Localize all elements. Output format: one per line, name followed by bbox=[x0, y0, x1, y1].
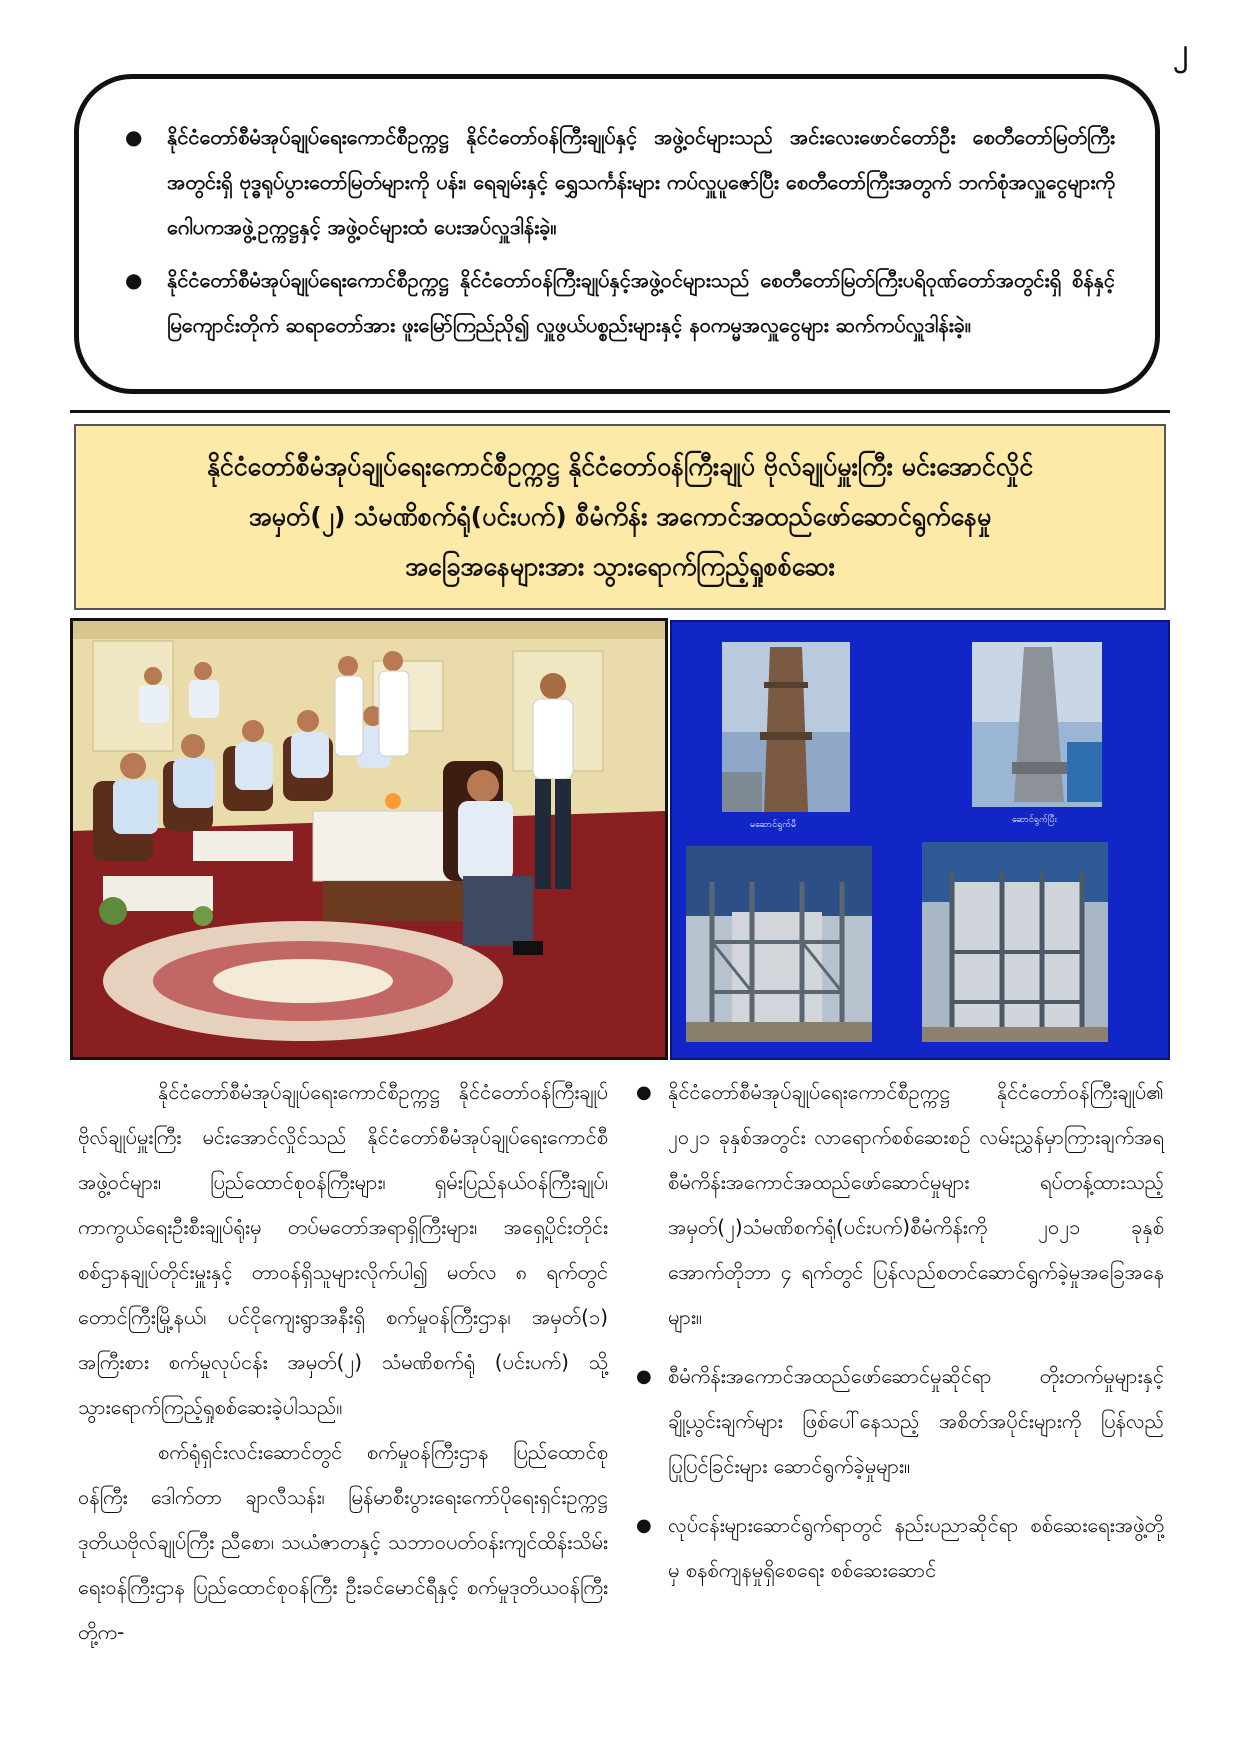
headline-box bbox=[74, 424, 1166, 610]
body-bullet: ● စီမံကိန်းအကောင်အထည်ဖော်ဆောင်မှုဆိုင်ရာ တိုးတက်မှုများနှင့် ချို့ယွင်းချက်များ ဖြစ်ပေါ်နေသည့် အစိတ်အပိုင်းများကို ပြန်လည်ပြုပြင်ခြင်းများ ဆောင်ရွက်ခဲ့မှုများ။ bbox=[636, 1354, 1164, 1489]
caption-after: ဆောင်ရွက်ပြီး bbox=[1012, 815, 1057, 825]
headline-line: အခြေအနေများအား သွားရောက်ကြည့်ရှုစစ်ဆေး bbox=[405, 552, 835, 581]
body-paragraph: စက်ရုံရှင်းလင်းဆောင်တွင် စက်မှုဝန်ကြီးဌာန ပြည်ထောင်စုဝန်ကြီး ဒေါက်တာ ချာလီသန်း၊ မြန်မာစီးပွားရေးကော်ပိုရေးရှင်းဥက္ကဋ္ဌ ဒုတိယဗိုလ်ချုပ်ကြီး ညီစော၊ သယံဇာတနှင့် သဘာဝပတ်ဝန်းကျင်ထိန်းသိမ်းရေးဝန်ကြီးဌာန ပြည်ထောင်စုဝန်ကြီး ဦးခင်မောင်ရီနှင့် စက်မှုဒုတိယဝန်ကြီးတို့က- bbox=[78, 1440, 608, 1644]
headline-line: နိုင်ငံတော်စီမံအုပ်ချုပ်ရေးကောင်စီဥက္ကဋ္ဌ နိုင်ငံတော်ဝန်ကြီးချုပ် ဗိုလ်ချုပ်မှူးကြီး မင်းအောင်လှိုင် bbox=[206, 452, 1034, 481]
page-number: ၂ bbox=[1173, 33, 1188, 68]
highlight-bullet-list bbox=[119, 115, 1115, 348]
body-paragraph: နိုင်ငံတော်စီမံအုပ်ချုပ်ရေးကောင်စီဥက္ကဋ္ဌ နိုင်ငံတော်ဝန်ကြီးချုပ် ဗိုလ်ချုပ်မှူးကြီး မင်းအောင်လှိုင်သည် နိုင်ငံတော်စီမံအုပ်ချုပ်ရေးကောင်စီအဖွဲ့ဝင်များ၊ ပြည်ထောင်စုဝန်ကြီးများ၊ ရှမ်းပြည်နယ်ဝန်ကြီးချုပ်၊ ကာကွယ်ရေးဦးစီးချုပ်ရုံးမှ တပ်မတော်အရာရှိကြီးများ၊ အရှေ့ပိုင်းတိုင်းစစ်ဌာနချုပ်တိုင်းမှူးနှင့် တာဝန်ရှိသူများလိုက်ပါ၍ မတ်လ ၈ ရက်တွင် တောင်ကြီးမြို့နယ်၊ ပင်ငိုကျေးရွာအနီးရှိ စက်မှုဝန်ကြီးဌာန၊ အမှတ်(၁) အကြီးစား စက်မှုလုပ်ငန်း အမှတ်(၂) သံမဏိစက်ရုံ (ပင်းပက်) သို့ သွားရောက်ကြည့်ရှုစစ်ဆေးခဲ့ပါသည်။ bbox=[78, 1080, 608, 1419]
body-left-column bbox=[78, 1070, 608, 1655]
body-bullet: ● နိုင်ငံတော်စီမံအုပ်ချုပ်ရေးကောင်စီဥက္ကဋ္ဌ နိုင်ငံတော်ဝန်ကြီးချုပ်၏ ၂၀၂၁ ခုနှစ်အတွင်း လာရောက်စစ်ဆေးစဉ် လမ်းညွှန်မှာကြားချက်အရ စီမံကိန်းအကောင်အထည်ဖော်ဆောင်မှုများ ရပ်တန့်ထားသည့် အမှတ်(၂)သံမဏိစက်ရုံ(ပင်းပက်)စီမံကိန်းကို ၂၀၂၁ ခုနှစ် အောက်တိုဘာ ၄ ရက်တွင် ပြန်လည်စတင်ဆောင်ရွက်ခဲ့မှုအခြေအနေများ။ bbox=[636, 1070, 1164, 1340]
caption-before: မဆောင်ရွက်မီ bbox=[750, 820, 797, 830]
meeting-photo bbox=[70, 618, 668, 1060]
body-right-column bbox=[636, 1070, 1164, 1607]
meeting-illustration bbox=[73, 621, 665, 1057]
highlight-bullet: ● နိုင်ငံတော်စီမံအုပ်ချုပ်ရေးကောင်စီဥက္ကဋ္ဌ နိုင်ငံတော်ဝန်ကြီးချုပ်နှင့်အဖွဲ့ဝင်များသည် စေတီတော်မြတ်ကြီးပရိဝုဏ်တော်အတွင်းရှိ စိန်နှင့်မြကျောင်းတိုက် ဆရာတော်အား ဖူးမြော်ကြည်ညို၍ လှူဖွယ်ပစ္စည်းများနှင့် နဝကမ္မအလှူငွေများ ဆက်ကပ်လှူဒါန်းခဲ့။ bbox=[119, 258, 1115, 348]
highlight-bullet: ● နိုင်ငံတော်စီမံအုပ်ချုပ်ရေးကောင်စီဥက္ကဋ္ဌ နိုင်ငံတော်ဝန်ကြီးချုပ်နှင့် အဖွဲ့ဝင်များသည် အင်းလေးဖောင်တော်ဦး စေတီတော်မြတ်ကြီးအတွင်းရှိ ဗုဒ္ဓရုပ်ပွားတော်မြတ်များကို ပန်း၊ ရေချမ်းနှင့် ရွှေသင်္ကန်းများ ကပ်လှူပူဇော်ပြီး စေတီတော်ကြီးအတွက် ဘက်စုံအလှူငွေများကို ဂေါပကအဖွဲ့ဥက္ကဋ္ဌနှင့် အဖွဲ့ဝင်များထံ ပေးအပ်လှူဒါန်းခဲ့။ bbox=[119, 115, 1115, 250]
headline-line: အမှတ်(၂) သံမဏိစက်ရုံ(ပင်းပက်) စီမံကိန်း အကောင်အထည်ဖော်ဆောင်ရွက်နေမှု bbox=[248, 502, 992, 531]
body-bullet: ● လုပ်ငန်းများဆောင်ရွက်ရာတွင် နည်းပညာဆိုင်ရာ စစ်ဆေးရေးအဖွဲ့တို့မှ စနစ်ကျနမှုရှိစေရေး စစ်ဆေးဆောင် bbox=[636, 1503, 1164, 1593]
highlight-box bbox=[74, 74, 1160, 394]
body-bullet-list bbox=[636, 1070, 1164, 1593]
plant-collage-illustration bbox=[672, 622, 1168, 1058]
divider bbox=[70, 410, 1170, 413]
plant-photo-collage bbox=[670, 620, 1170, 1060]
